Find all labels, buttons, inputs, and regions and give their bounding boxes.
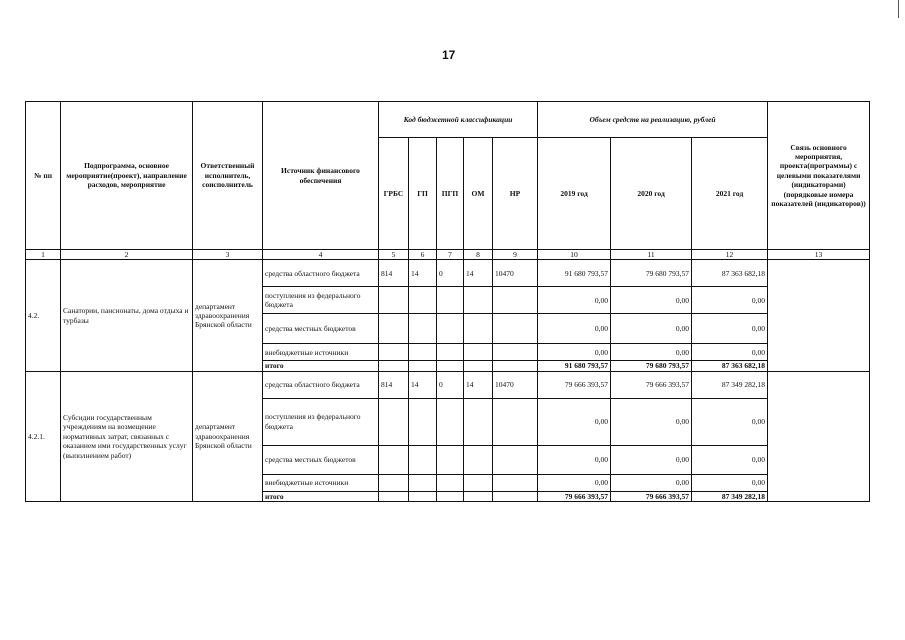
amount-2019: 79 666 393,57 [538,371,611,398]
amount-2019: 0,00 [538,474,611,491]
col-number: 8 [464,250,493,260]
col-number: 13 [768,250,870,260]
amount-2021: 87 349 282,18 [692,371,768,398]
funding-source: средства областного бюджета [263,260,379,287]
code-gp [409,398,437,445]
block-name: Санатории, пансионаты, дома отдыха и турбазы [61,260,193,371]
code-om [464,344,493,361]
amount-2020: 0,00 [611,445,692,474]
header-code-grbs: ГРБС [379,138,409,250]
block-number: 4.2. [26,260,61,371]
code-pgp [437,287,464,314]
amount-2021: 0,00 [692,344,768,361]
col-number: 6 [409,250,437,260]
code-grbs [379,445,409,474]
total-2021: 87 349 282,18 [692,491,768,501]
amount-2020: 0,00 [611,398,692,445]
header-amount: Объем средств на реализацию, рублей [538,102,768,138]
block-name: Субсидии государственным учреждениям на возмещение нормативных затрат, связанных с оказанием ими государственных услуг (выполнением работ) [61,371,193,501]
header-funding-source: Источник финансового обеспечения [263,102,379,250]
amount-2019: 0,00 [538,287,611,314]
code-om [464,287,493,314]
code-om [464,314,493,344]
funding-source: средства местных бюджетов [263,314,379,344]
col-number: 4 [263,250,379,260]
indicator-link [768,260,870,371]
code-pgp [437,474,464,491]
code-nr [493,398,538,445]
code-grbs [379,287,409,314]
funding-source: внебюджетные источники [263,474,379,491]
code-nr [493,474,538,491]
header-subprogram: Подпрограмма, основное мероприятие(проект), направление расходов, мероприятие [61,102,193,250]
col-number: 11 [611,250,692,260]
code-gp [409,344,437,361]
code-om [464,445,493,474]
code-nr [493,287,538,314]
scan-edge-mark [898,0,899,18]
code-grbs [379,314,409,344]
total-2019: 91 680 793,57 [538,361,611,371]
amount-2019: 0,00 [538,344,611,361]
total-2019: 79 666 393,57 [538,491,611,501]
funding-source: средства областного бюджета [263,371,379,398]
block-number: 4.2.1. [26,371,61,501]
amount-2020: 0,00 [611,314,692,344]
amount-2019: 0,00 [538,314,611,344]
amount-2021: 0,00 [692,474,768,491]
code-om [464,474,493,491]
amount-2021: 0,00 [692,445,768,474]
amount-2020: 79 680 793,57 [611,260,692,287]
code-nr [493,445,538,474]
amount-2020: 0,00 [611,474,692,491]
total-2020: 79 680 793,57 [611,361,692,371]
header-year-2019: 2019 год [538,138,611,250]
header-code-gp: ГП [409,138,437,250]
amount-2021: 87 363 682,18 [692,260,768,287]
code-om: 14 [464,371,493,398]
code-gp: 14 [409,260,437,287]
code-nr [493,344,538,361]
code-grbs: 814 [379,371,409,398]
page-number: 17 [442,48,456,62]
amount-2020: 0,00 [611,344,692,361]
code-grbs [379,398,409,445]
funding-source: средства местных бюджетов [263,445,379,474]
amount-2020: 0,00 [611,287,692,314]
table-row [26,371,870,398]
amount-2021: 0,00 [692,398,768,445]
total-label: итого [263,361,379,371]
amount-2021: 0,00 [692,287,768,314]
total-2020: 79 666 393,57 [611,491,692,501]
amount-2021: 0,00 [692,314,768,344]
code-pgp [437,398,464,445]
col-number: 12 [692,250,768,260]
block-responsible: департамент здравоохранения Брянской области [193,260,263,371]
col-number: 10 [538,250,611,260]
code-nr [493,314,538,344]
code-gp [409,474,437,491]
table-row [26,260,870,287]
header-code-nr: НР [493,138,538,250]
col-number: 3 [193,250,263,260]
amount-2019: 0,00 [538,445,611,474]
col-number: 1 [26,250,61,260]
code-grbs [379,474,409,491]
col-number: 7 [437,250,464,260]
code-pgp [437,344,464,361]
code-pgp: 0 [437,260,464,287]
funding-source: внебюджетные источники [263,344,379,361]
code-grbs [379,344,409,361]
amount-2019: 91 680 793,57 [538,260,611,287]
code-nr: 10470 [493,260,538,287]
code-gp [409,445,437,474]
funding-source: поступления из федерального бюджета [263,287,379,314]
total-2021: 87 363 682,18 [692,361,768,371]
amount-2019: 0,00 [538,398,611,445]
header-responsible: Ответственный исполнитель, соисполнитель [193,102,263,250]
code-pgp [437,314,464,344]
header-code-om: ОМ [464,138,493,250]
code-grbs: 814 [379,260,409,287]
code-om: 14 [464,260,493,287]
code-gp: 14 [409,371,437,398]
header-year-2020: 2020 год [611,138,692,250]
total-label: итого [263,491,379,501]
amount-2020: 79 666 393,57 [611,371,692,398]
code-gp [409,314,437,344]
col-number: 9 [493,250,538,260]
header-indicator-link: Связь основного мероприятия, проекта(программы) с целевыми показателями (индикаторами) (порядковые номера показателей (индикаторов)) [768,102,870,250]
code-pgp [437,445,464,474]
funding-source: поступления из федерального бюджета [263,398,379,445]
budget-table [25,101,870,502]
header-no: № пп [26,102,61,250]
code-pgp: 0 [437,371,464,398]
code-om [464,398,493,445]
col-number: 2 [61,250,193,260]
indicator-link [768,371,870,501]
code-nr: 10470 [493,371,538,398]
header-code-pgp: ПГП [437,138,464,250]
col-number: 5 [379,250,409,260]
header-year-2021: 2021 год [692,138,768,250]
code-gp [409,287,437,314]
header-budget-classification: Код бюджетной классификации [379,102,538,138]
block-responsible: департамент здравоохранения Брянской области [193,371,263,501]
